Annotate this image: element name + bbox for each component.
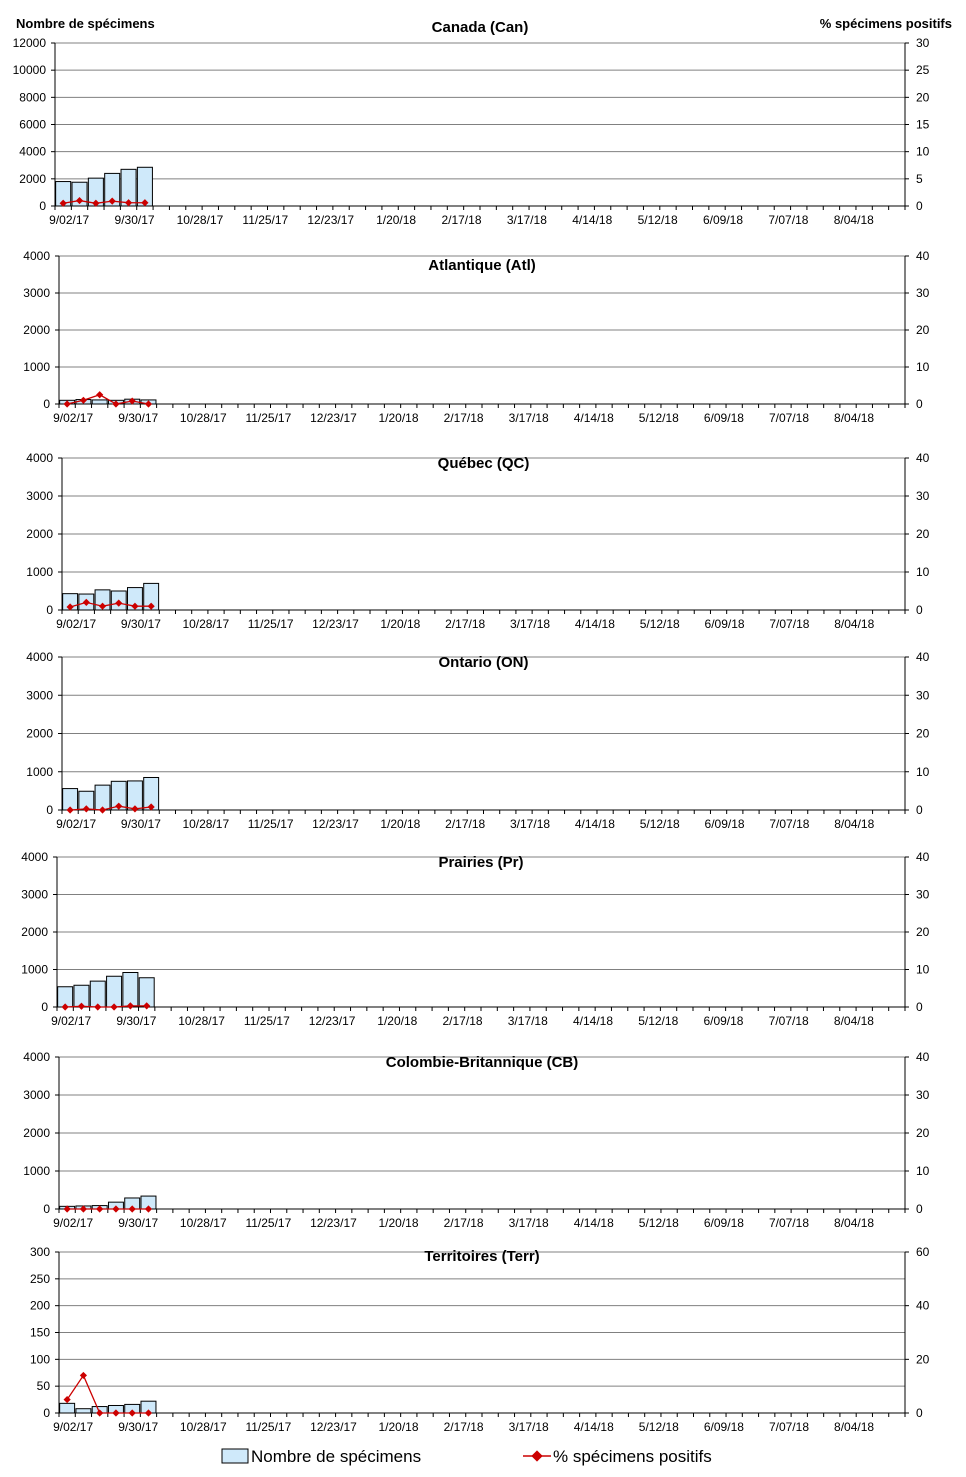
data-point (64, 1396, 71, 1403)
legend-line-label: % spécimens positifs (553, 1447, 712, 1466)
bar (76, 1409, 91, 1413)
x-tick-label: 11/25/17 (242, 213, 289, 227)
legend-marker-swatch (531, 1450, 542, 1461)
y-right-tick-label: 30 (916, 489, 930, 503)
x-tick-label: 3/17/18 (507, 1014, 548, 1028)
y-left-tick-label: 250 (29, 1271, 50, 1286)
y-left-tick-label: 4000 (26, 650, 53, 664)
y-right-tick-label: 30 (916, 887, 930, 902)
x-tick-label: 2/17/18 (442, 1014, 483, 1028)
y-right-tick-label: 20 (916, 323, 930, 337)
y-left-axis-title: Nombre de spécimens (16, 16, 155, 31)
chart-panels (13, 19, 930, 1434)
y-right-tick-label: 20 (916, 1126, 930, 1140)
x-tick-label: 9/02/17 (53, 1420, 94, 1434)
y-left-tick-label: 4000 (21, 850, 48, 864)
y-left-tick-label: 50 (36, 1379, 50, 1394)
x-tick-label: 8/04/18 (834, 1420, 875, 1434)
x-tick-label: 8/04/18 (834, 817, 875, 831)
x-tick-label: 7/07/18 (768, 1420, 810, 1434)
x-tick-label: 5/12/18 (638, 411, 679, 425)
x-tick-label: 3/17/18 (506, 213, 547, 227)
x-tick-label: 12/23/17 (312, 617, 359, 631)
x-tick-label: 7/07/18 (769, 617, 810, 631)
y-left-tick-label: 200 (29, 1298, 50, 1313)
x-tick-label: 4/14/18 (574, 617, 615, 631)
x-tick-label: 8/04/18 (834, 617, 875, 631)
y-left-tick-label: 2000 (26, 726, 53, 741)
x-tick-label: 8/04/18 (833, 1014, 874, 1028)
x-tick-label: 9/30/17 (118, 1216, 159, 1230)
x-tick-label: 9/02/17 (56, 617, 97, 631)
x-tick-label: 10/28/17 (179, 1420, 227, 1434)
x-tick-label: 5/12/18 (638, 1014, 679, 1028)
data-point (80, 1372, 87, 1379)
x-tick-label: 10/28/17 (176, 213, 224, 227)
y-left-tick-label: 150 (29, 1325, 50, 1340)
x-tick-label: 9/30/17 (118, 411, 159, 425)
x-tick-label: 10/28/17 (178, 1014, 225, 1028)
bar (123, 973, 138, 1008)
chart-panel (23, 249, 929, 425)
y-left-tick-label: 0 (43, 1406, 50, 1420)
x-tick-label: 9/02/17 (53, 411, 94, 425)
chart-title: Prairies (Pr) (438, 854, 524, 871)
y-right-tick-label: 40 (916, 451, 930, 465)
y-right-tick-label: 30 (916, 688, 930, 703)
x-tick-label: 4/14/18 (572, 1014, 614, 1028)
x-tick-label: 1/20/18 (380, 617, 421, 631)
x-tick-label: 1/20/18 (378, 411, 419, 425)
y-left-tick-label: 0 (43, 397, 50, 411)
chart-title: Territoires (Terr) (424, 1248, 540, 1265)
y-right-tick-label: 25 (916, 63, 930, 78)
x-tick-label: 9/30/17 (118, 1420, 159, 1434)
x-tick-label: 5/12/18 (639, 617, 680, 631)
x-tick-label: 1/20/18 (378, 1216, 419, 1230)
y-right-axis-title: % spécimens positifs (819, 16, 952, 31)
y-left-tick-label: 2000 (21, 925, 48, 939)
y-right-tick-label: 0 (916, 803, 923, 817)
chart-panel (21, 850, 929, 1028)
y-left-tick-label: 12000 (12, 36, 46, 50)
data-point (96, 391, 103, 398)
y-right-tick-label: 30 (916, 36, 930, 50)
x-tick-label: 6/09/18 (703, 1014, 744, 1028)
y-left-tick-label: 1000 (23, 1164, 50, 1178)
x-tick-label: 2/17/18 (443, 1420, 484, 1434)
x-tick-label: 2/17/18 (443, 1216, 484, 1230)
x-tick-label: 8/04/18 (834, 411, 875, 425)
y-right-tick-label: 20 (916, 527, 930, 541)
x-tick-label: 6/09/18 (703, 411, 744, 425)
x-tick-label: 1/20/18 (380, 817, 421, 831)
x-tick-label: 1/20/18 (376, 213, 417, 227)
y-right-tick-label: 30 (916, 286, 930, 300)
x-tick-label: 6/09/18 (704, 817, 745, 831)
y-left-tick-label: 1000 (26, 565, 53, 579)
x-tick-label: 2/17/18 (441, 213, 482, 227)
legend-bars-label: Nombre de spécimens (251, 1447, 422, 1466)
x-tick-label: 3/17/18 (508, 1420, 549, 1434)
y-left-tick-label: 8000 (19, 90, 46, 105)
x-tick-label: 3/17/18 (510, 817, 551, 831)
y-right-tick-label: 10 (916, 144, 930, 159)
bar (95, 785, 110, 810)
x-tick-label: 10/28/17 (179, 411, 227, 425)
y-left-tick-label: 2000 (23, 323, 50, 337)
y-right-tick-label: 10 (916, 1164, 930, 1178)
y-left-tick-label: 3000 (21, 887, 48, 902)
y-left-tick-label: 1000 (23, 360, 50, 374)
x-tick-label: 10/28/17 (182, 817, 230, 831)
y-right-tick-label: 20 (916, 90, 930, 105)
x-tick-label: 6/09/18 (703, 1216, 744, 1230)
y-right-tick-label: 40 (916, 249, 930, 263)
x-tick-label: 5/12/18 (637, 213, 678, 227)
y-left-tick-label: 1000 (21, 962, 48, 977)
x-tick-label: 1/20/18 (378, 1420, 419, 1434)
y-right-tick-label: 40 (916, 1050, 930, 1064)
y-left-tick-label: 3000 (23, 1088, 50, 1102)
legend-bar-swatch (222, 1449, 248, 1463)
x-tick-label: 4/14/18 (573, 1216, 614, 1230)
chart-panel (23, 1050, 929, 1230)
chart-panel (30, 1245, 930, 1434)
y-right-tick-label: 15 (916, 117, 930, 132)
x-tick-label: 11/25/17 (247, 817, 294, 831)
x-tick-label: 11/25/17 (243, 1014, 290, 1028)
chart-title: Québec (QC) (437, 455, 530, 472)
y-left-tick-label: 100 (29, 1352, 50, 1367)
x-tick-label: 6/09/18 (702, 213, 744, 227)
x-tick-label: 6/09/18 (704, 617, 745, 631)
y-left-tick-label: 3000 (26, 688, 53, 703)
y-left-tick-label: 0 (39, 199, 46, 213)
y-left-tick-label: 2000 (26, 527, 53, 541)
x-tick-label: 5/12/18 (638, 1420, 679, 1434)
x-tick-label: 12/23/17 (312, 817, 359, 831)
x-tick-label: 4/14/18 (573, 411, 614, 425)
y-right-tick-label: 0 (916, 1000, 923, 1014)
x-tick-label: 4/14/18 (572, 213, 613, 227)
x-tick-label: 11/25/17 (245, 1216, 292, 1230)
y-right-tick-label: 0 (916, 1406, 923, 1420)
y-left-tick-label: 1000 (26, 764, 53, 779)
x-tick-label: 12/23/17 (310, 1216, 357, 1230)
x-tick-label: 11/25/17 (247, 617, 294, 631)
x-tick-label: 4/14/18 (574, 817, 615, 831)
chart-panel (26, 451, 929, 631)
x-tick-label: 4/14/18 (573, 1420, 614, 1434)
x-tick-label: 9/30/17 (120, 617, 161, 631)
x-tick-label: 12/23/17 (310, 411, 357, 425)
y-left-tick-label: 3000 (26, 489, 53, 503)
y-left-tick-label: 0 (46, 603, 53, 617)
x-tick-label: 9/02/17 (56, 817, 97, 831)
x-tick-label: 1/20/18 (377, 1014, 418, 1028)
y-left-tick-label: 4000 (23, 1050, 50, 1064)
y-left-tick-label: 4000 (23, 249, 50, 263)
y-right-tick-label: 10 (916, 360, 930, 374)
x-tick-label: 10/28/17 (182, 617, 230, 631)
y-right-tick-label: 40 (916, 1298, 930, 1313)
x-tick-label: 2/17/18 (443, 411, 484, 425)
chart-title: Colombie-Britannique (CB) (385, 1054, 579, 1071)
x-tick-label: 9/02/17 (49, 213, 90, 227)
x-tick-label: 8/04/18 (834, 1216, 875, 1230)
y-right-tick-label: 60 (916, 1245, 930, 1259)
x-tick-label: 9/02/17 (51, 1014, 92, 1028)
y-right-tick-label: 40 (916, 850, 930, 864)
y-right-tick-label: 20 (916, 925, 930, 939)
legend (222, 1447, 712, 1466)
y-left-tick-label: 2000 (23, 1126, 50, 1140)
x-tick-label: 2/17/18 (445, 617, 486, 631)
y-right-tick-label: 30 (916, 1088, 930, 1102)
y-right-tick-label: 10 (916, 764, 930, 779)
y-right-tick-label: 0 (916, 397, 923, 411)
y-left-tick-label: 2000 (19, 171, 46, 186)
y-right-tick-label: 10 (916, 565, 930, 579)
x-tick-label: 7/07/18 (768, 411, 810, 425)
bar (92, 400, 107, 404)
chart-title: Canada (Can) (431, 19, 529, 36)
y-left-tick-label: 3000 (23, 286, 50, 300)
x-tick-label: 9/30/17 (120, 817, 161, 831)
bar (60, 1403, 75, 1413)
y-left-tick-label: 0 (46, 803, 53, 817)
y-left-tick-label: 4000 (19, 144, 46, 159)
x-tick-label: 10/28/17 (179, 1216, 227, 1230)
chart-panel (26, 650, 929, 831)
x-tick-label: 9/30/17 (114, 213, 155, 227)
x-tick-label: 11/25/17 (245, 1420, 292, 1434)
x-tick-label: 5/12/18 (638, 1216, 679, 1230)
x-tick-label: 7/07/18 (768, 1014, 809, 1028)
chart-title: Ontario (ON) (438, 654, 529, 671)
bar (90, 981, 105, 1007)
x-tick-label: 7/07/18 (768, 213, 809, 227)
x-tick-label: 12/23/17 (307, 213, 355, 227)
x-tick-label: 11/25/17 (245, 411, 292, 425)
chart-title: Atlantique (Atl) (428, 257, 536, 274)
x-tick-label: 3/17/18 (508, 1216, 549, 1230)
x-tick-label: 8/04/18 (833, 213, 874, 227)
chart-panel (13, 19, 930, 227)
y-right-tick-label: 0 (916, 199, 923, 213)
y-left-tick-label: 0 (41, 1000, 48, 1014)
y-left-tick-label: 4000 (26, 451, 53, 465)
x-tick-label: 3/17/18 (508, 411, 549, 425)
x-tick-label: 12/23/17 (310, 1420, 357, 1434)
x-tick-label: 6/09/18 (703, 1420, 744, 1434)
x-tick-label: 12/23/17 (308, 1014, 356, 1028)
bar (107, 976, 122, 1007)
x-tick-label: 5/12/18 (639, 817, 680, 831)
y-left-tick-label: 10000 (12, 63, 46, 78)
y-right-tick-label: 10 (916, 962, 930, 977)
x-tick-label: 3/17/18 (510, 617, 551, 631)
y-right-tick-label: 5 (916, 171, 923, 186)
y-left-tick-label: 0 (43, 1202, 50, 1216)
x-tick-label: 2/17/18 (445, 817, 486, 831)
x-tick-label: 7/07/18 (769, 817, 810, 831)
y-right-tick-label: 0 (916, 1202, 923, 1216)
y-right-tick-label: 40 (916, 650, 930, 664)
x-tick-label: 9/30/17 (116, 1014, 157, 1028)
x-tick-label: 7/07/18 (768, 1216, 810, 1230)
y-left-tick-label: 6000 (19, 117, 46, 132)
y-right-tick-label: 20 (916, 1352, 930, 1367)
y-right-tick-label: 20 (916, 726, 930, 741)
y-left-tick-label: 300 (29, 1245, 50, 1259)
y-right-tick-label: 0 (916, 603, 923, 617)
x-tick-label: 9/02/17 (53, 1216, 94, 1230)
